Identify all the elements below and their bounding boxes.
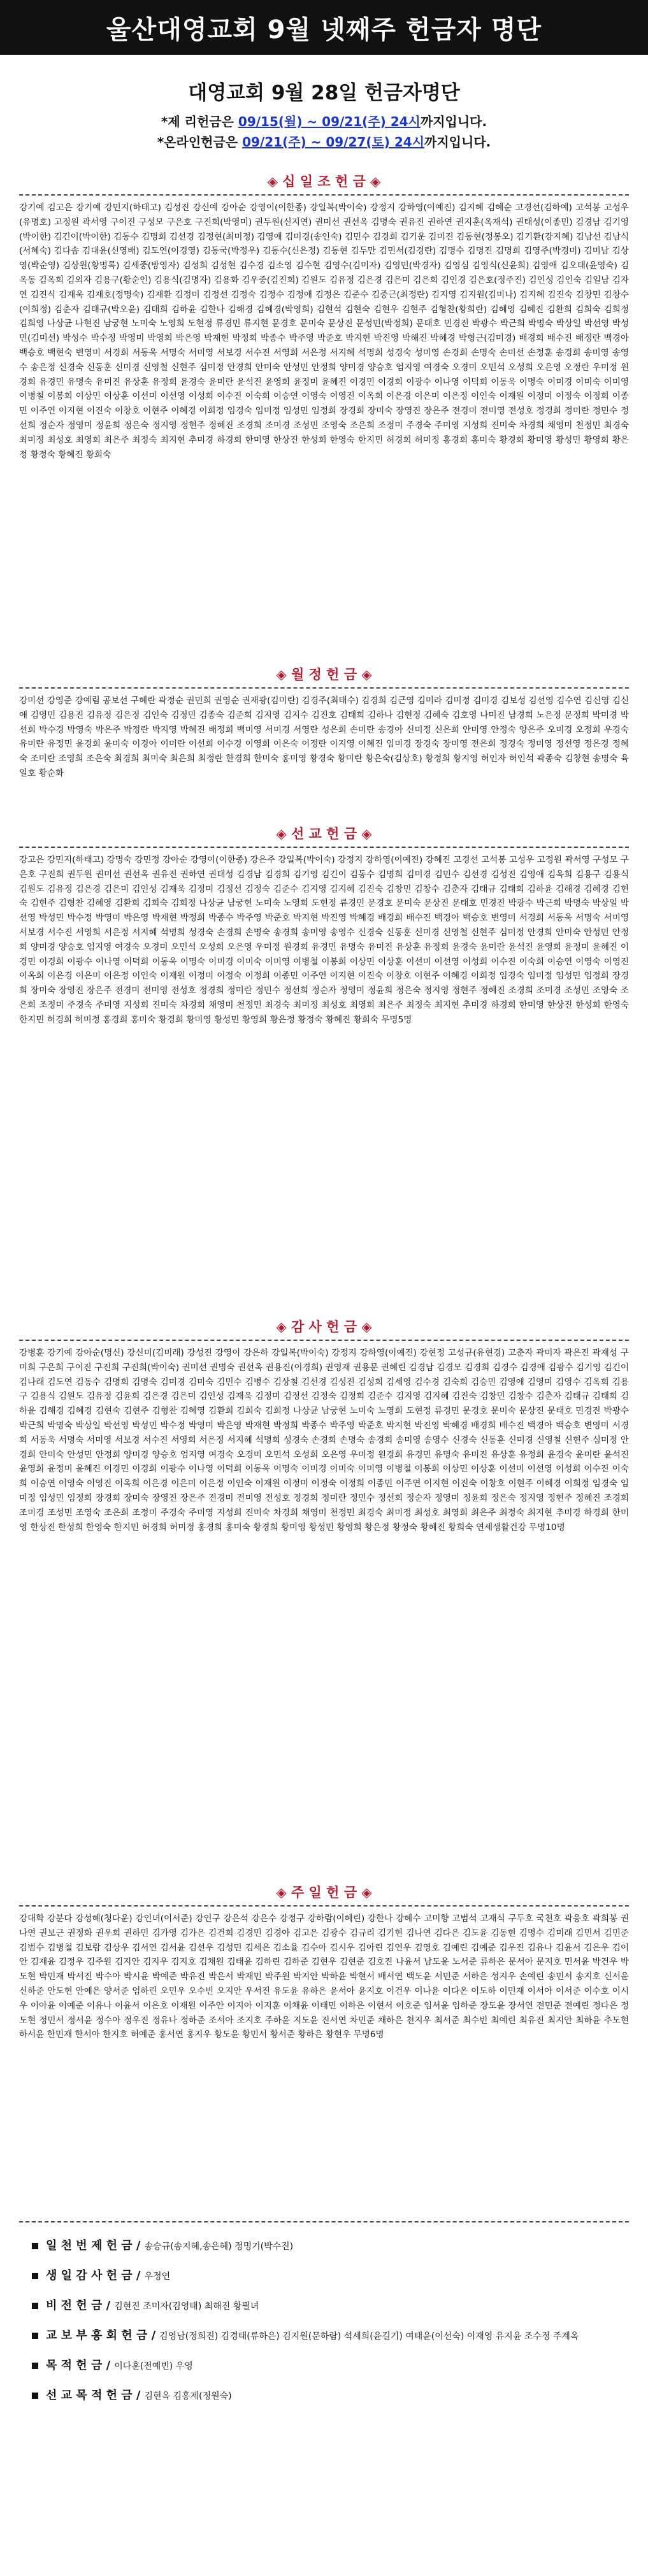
offering-row-vision: [32, 2296, 616, 2316]
section-monthly: [19, 662, 629, 815]
notice-suffix: 까지입니다.: [420, 114, 487, 129]
bullet-square-icon: [32, 2273, 38, 2279]
bullet-square-icon: [32, 2243, 38, 2249]
offering-row-birthday: [32, 2266, 616, 2286]
offering-label: 비 전 헌 금 /: [46, 2299, 111, 2312]
name-list: 강대학 강분다 강성혜(청다운) 강인녀(이서준) 강인구 강은석 강은수 강정구 강하람(이혜린) 강한나 강혜수 고미향 고범석 고재식 구두호 국천호 곽응호 곽희봉 권나연 권보근 권정화 권우희 권하민 김가영 김가은 김건희 김경민 김경아 김고은 김광수 김규리 김기현 김나연 김다은 김도윤 김동현 김명수 김미래 김민서 김민준 김범수 김병철 김보람 김상우 김서연 김서윤 김선우 김성민 김세은 김소율 김수아 김시우 김아린 김연우 김영호 김예린 김예준 김우진 김유나 김윤서 김은우 김이안 김재윤 김정우 김주원 김지안 김지우 김지호 김채원 김태윤 김하린 김하준 김현우 김현준 김호진 나윤서 남도윤 노서준 류하은 문서아 문지호 민서윤 박건우 박도현 박민재 박서진 박수아 박시윤 박예준 박유진 박은서 박재민 박주원 박지안 박하윤 박현서 배서연 백도윤 서민준 서하은 성지우 손예린 송민서 송지호 신서윤 신하준 안도현 안예은 양서준 엄하린 오민우 오수빈 오지안 우서진 유도윤 유하은 윤서아 윤지호 이건우 이나윤 이다온 이도하 이민재 이서아 이서준 이수호 이시우 이아윤 이예준 이유나 이윤서 이은호 이재원 이주안 이지아 이지훈 이채윤 이태민 이하은 이현서 이호준 임서윤 임하준 장도윤 장서연 전민준 전예린 정다은 정도현 정민서 정서윤 정수아 정우진 정유나 정하준 조서아 조지호 주하윤 지도윤 진서연 차민준 채하은 천지우 최서준 최수빈 최예린 최유진 최지안 최하윤 추도현 하서윤 한민재 한서아 한지호 허예준 홍서연 홍지우 황도윤 황민서 황서준 황하은 황현우 무명6명: [19, 1914, 629, 2040]
section-title: ◈ 감 사 헌 금 ◈: [276, 1319, 372, 1335]
special-offerings: [32, 2236, 616, 2406]
notice-prefix: *온라인헌금은: [157, 134, 243, 150]
bullet-square-icon: [32, 2393, 38, 2399]
section-mission: [19, 821, 629, 1308]
notice-suffix: 까지입니다.: [424, 134, 491, 150]
name-list: 강미선 강영준 강예림 공보선 구혜란 곽정순 권민희 권영순 권재광(김미란) 김경주(최태수) 김경희 김근영 김미라 김미정 김미경 김보성 김선영 김수연 김신영 김신애 김영민 김용진 김유정 김은정 김인숙 김정민 김종숙 김준희 김지영 김지수 김진호 김태희 김하나 김현정 김혜숙 김호영 나미진 남경희 노은정 문정희 박미경 박선희 박수경 박영숙 박은주 박정란 박지영 박혜진 배정희 백미영 서미경 서영란 성은희 손미란 송경아 신미정 신은희 안미영 안정숙 양은주 오미경 오정희 우경숙 유미란 유정민 윤경희 윤미숙 이경아 이미란 이선희 이수경 이영희 이은숙 이정란 이지영 이혜진 임미경 장경숙 장미영 전은희 정경숙 정미영 정선영 정은경 정혜숙 조미란 조영희 조은숙 최경희 최미숙 최은희 최정란 한경희 한미숙 홍미영 황경숙 황미란 황은숙(김상호) 황정희 황지영 허인자 허인석 곽종숙 김창현 송명숙 육일호 황순화: [19, 696, 629, 778]
section-divider: [19, 2221, 629, 2222]
offering-label: 목 적 헌 금 /: [46, 2359, 111, 2372]
notice-block: [0, 111, 648, 152]
section-title: ◈ 십 일 조 헌 금 ◈: [267, 174, 381, 189]
name-list: 강기예 김고은 강기예 강민지(하태고) 김성진 강신예 강아순 강영이(이한종) 강일복(박이숙) 강정지 강하영(이예진) 김지혜 김혜순 고경선(김하예) 고석봉 고성우(유명호) 고정원 곽서영 구이진 구성모 구은호 구진희(박영미) 권두원(신지연) 권미선 권선옥 김명숙 권유진 권하연 권지훈(옥재석) 권태성(이종민) 김경남 김기영(박이한) 김긴이(박이한) 김동수 김명희 김선경 김정현(최미정) 김영애 김미경(송인숙) 김민수 김경희 김기운 김미진 김동현(정봉오) 김기환(강지혜) 김남선 김남식(서혜숙) 김다솜 김대윤(신영배) 김도연(이경영) 김동국(박정우) 김동수(신은정) 김동현 김두만 김민서(김경란) 김명수 김명진 김명희 김영주(박경미) 김미남 김상영(박순영) 김상원(황명록) 김세중(방영자) 김성희 김성현 김수경 김소영 김수현 김영수(김미자) 김영민(박경자) 김영심 김영식(신윤희) 김영애 김오태(윤영숙) 김옥동 김옥희 김외자 김용구(황순인) 김용식(김명자) 김용화 김우중(김진희) 김원도 김유정 김은경 김은미 김은희 김인경 김은호(정주진) 김인성 김인숙 김일남 김자연 김진식 김재욱 김재호(정명숙) 김재환 김정미 김정선 김정숙 김정수 김정애 김정은 김준수 김중근(최정란) 김지영 김지원(김미나) 김지혜 김진숙 김창민 김창수(이희정) 김춘자 김태규(박오윤) 김태희 김하윤 김한나 김해경 김혜경(박영희) 김현석 김현숙 김현우 김현주 김형찬(황희란) 김혜영 김혜진 김환희 김희숙 김희정 김희영 나상균 나현진 남궁현 노미숙 노영희 도현정 류경민 류지현 문경호 문미숙 문상진 문성민(박정희) 문태호 민경진 박광수 박근희 박명숙 박상일 박선영 박성민(김미선) 박성수 박수정 박영미 박영희 박은영 박재현 박정희 박종수 박주영 박준호 박지현 박진영 박해진 박혜경 박형근(김미경) 배경희 배수진 배정란 백경아 백승호 백현숙 변영미 서경희 서동욱 서명숙 서미영 서보경 서수진 서영희 서은정 서지혜 석명희 성경숙 성미영 손경희 손명숙 손미선 손정훈 송경희 송미영 송영수 송은정 신경숙 신동훈 신미경 신영철 신현주 심미정 안경희 안미숙 안성민 안정희 양미경 양승호 엄지영 여경숙 오경미 오민석 오성희 오은영 오정란 우미정 원경희 유경민 유명숙 유미진 유상훈 유정희 윤경숙 윤미란 윤석진 윤영희 윤정미 윤혜진 이경민 이경희 이광수 이나영 이덕희 이동욱 이명숙 이미경 이미숙 이미영 이병철 이봉희 이상민 이상훈 이선미 이선영 이성희 이수진 이숙희 이승연 이영숙 이영진 이옥희 이은경 이은미 이은정 이인숙 이재원 이정미 이정숙 이정희 이종민 이주연 이지현 이진숙 이창호 이현주 이혜경 이희정 임경숙 임미정 임성민 임정희 장경희 장미숙 장영진 장은주 전경미 전미영 전성호 정경희 정미란 정민수 정선희 정순자 정영미 정윤희 정은숙 정지영 정현주 정혜진 조경희 조미경 조성민 조영숙 조은희 조정미 주경숙 주미영 지성희 진미숙 차경희 채영미 천정민 최경숙 최미정 최성호 최영희 최은주 최정숙 최지현 추미경 하경희 한미영 한상진 한성희 한영숙 한지민 허경희 허미정 홍경희 홍미숙 황경희 황미영 황성민 황영희 황은정 황정숙 황혜진 황희숙: [19, 203, 629, 460]
bullet-square-icon: [32, 2363, 38, 2369]
section-title: ◈ 선 교 헌 금 ◈: [276, 826, 372, 841]
offering-row-thousand: [32, 2236, 616, 2256]
offering-names: 우정연: [144, 2272, 171, 2282]
page-subtitle: 대영교회 9월 28일 헌금자명단: [188, 82, 460, 104]
banner-title: 울산대영교회 9월 넷째주 헌금자 명단: [0, 0, 648, 55]
section-thanksgiving: [19, 1314, 629, 1873]
notice-prefix: *제 리헌금은: [161, 114, 238, 129]
offering-row-purpose: [32, 2356, 616, 2376]
offering-label: 선 교 목 적 헌 금 /: [46, 2389, 141, 2402]
offering-names: 김영남(정희진) 김경태(류하은) 김지원(문하람) 석세희(윤길기) 여태윤(이선숙) 이재영 유지윤 조수정 주계옥: [159, 2331, 579, 2342]
offering-names: 이다훈(전예빈) 우영: [114, 2361, 193, 2372]
offering-names: 김현옥 김홍제(정원숙): [144, 2391, 232, 2401]
notice-online-period: [0, 132, 648, 152]
name-list: 강병훈 강기예 강아순(명신) 강신미(김미래) 강성진 강영이 강은하 강일복(박이숙) 강정지 강하영(이예진) 강현정 고성규(유현경) 고춘자 곽미자 곽은진 곽재성 구미희 구은희 구이진 구진희 구진희(박이숙) 권미선 권명숙 권선옥 권용진(이경희) 권영재 권용문 권혜린 김경남 김경모 김경희 김경수 김경애 김광수 김기영 김긴이 김나래 김도연 김동수 김명희 김명숙 김미경 김미숙 김민수 김병수 김상철 김선경 김성진 김성희 김세영 김수경 김숙희 김승민 김영애 김영미 김영수 김옥희 김용구 김용식 김원도 김유정 김윤희 김은경 김은미 김인성 김재욱 김정미 김정선 김정숙 김정희 김준수 김지영 김지혜 김진숙 김창민 김창수 김춘자 김태규 김태희 김하윤 김해경 김혜경 김현숙 김현주 김형찬 김혜영 김환희 김희숙 김희정 나상균 남궁현 노미숙 노영희 도현정 류경민 문경호 문미숙 문상진 문태호 민경진 박광수 박근희 박명숙 박상일 박선영 박성민 박수정 박영미 박은영 박재현 박정희 박종수 박주영 박준호 박지현 박진영 박혜경 배경희 배수진 백경아 백승호 변영미 서경희 서동욱 서명숙 서미영 서보경 서수진 서영희 서은정 서지혜 석명희 성경숙 손경희 손명숙 송경희 송미영 송영수 신경숙 신동훈 신미경 신영철 신현주 심미정 안경희 안미숙 안성민 안정희 양미경 양승호 엄지영 여경숙 오경미 오민석 오성희 오은영 우미정 원경희 유경민 유명숙 유미진 유상훈 유정희 윤경숙 윤미란 윤석진 윤영희 윤정미 윤혜진 이경민 이경희 이광수 이나영 이덕희 이동욱 이명숙 이미경 이미숙 이미영 이병철 이봉희 이상민 이상훈 이선미 이선영 이성희 이수진 이숙희 이승연 이영숙 이영진 이옥희 이은경 이은미 이은정 이인숙 이재원 이정미 이정숙 이정희 이종민 이주연 이지현 이진숙 이창호 이현주 이혜경 이희정 임경숙 임미정 임성민 임정희 장경희 장미숙 장영진 장은주 전경미 전미영 전성호 정경희 정미란 정민수 정선희 정순자 정영미 정윤희 정은숙 정지영 정현주 정혜진 조경희 조미경 조성민 조영숙 조은희 조정미 주경숙 주미영 지성희 진미숙 차경희 채영미 천정민 최경숙 최미정 최성호 최영희 최은주 최정숙 최지현 추미경 하경희 한미영 한상진 한성희 한영숙 한지민 허경희 허미정 홍경희 홍미숙 황경희 황미영 황성민 황영희 황은정 황정숙 황혜진 황희숙 연세생활건강 무명10명: [19, 1348, 629, 1533]
offering-label: 일 천 번 제 헌 금 /: [46, 2239, 141, 2252]
section-title: ◈ 주 일 헌 금 ◈: [276, 1885, 372, 1900]
name-list: 강고은 강민지(하태고) 강명숙 강민정 강아순 강영이(이한종) 강은주 강일복(박이숙) 강정지 강하영(이예진) 강혜진 고경선 고석봉 고성우 고정원 곽서영 구성모 구은호 구진희 권두원 권미선 권선옥 권유진 권하연 권태성 김경남 김경희 김기영 김긴이 김동수 김명희 김미경 김민수 김선경 김성진 김영애 김옥희 김용구 김용식 김원도 김유정 김은경 김은미 김인성 김재욱 김정미 김정선 김정숙 김준수 김지영 김지혜 김진숙 김창민 김창수 김춘자 김태규 김태희 김하윤 김해경 김혜경 김현숙 김현주 김형찬 김혜영 김환희 김희숙 김희정 나상균 남궁현 노미숙 노영희 도현정 류경민 문경호 문미숙 문상진 문태호 민경진 박광수 박근희 박명숙 박상일 박선영 박성민 박수정 박영미 박은영 박재현 박정희 박종수 박주영 박준호 박지현 박진영 박혜경 배경희 배수진 백경아 백승호 변영미 서경희 서동욱 서명숙 서미영 서보경 서수진 서영희 서은정 서지혜 석명희 성경숙 손경희 손명숙 송경희 송미영 송영수 신경숙 신동훈 신미경 신영철 신현주 심미정 안경희 안미숙 안성민 안정희 양미경 양승호 엄지영 여경숙 오경미 오민석 오성희 오은영 우미정 원경희 유경민 유명숙 유미진 유상훈 유정희 윤경숙 윤미란 윤석진 윤영희 윤정미 윤혜진 이경민 이경희 이광수 이나영 이덕희 이동욱 이명숙 이미경 이미숙 이미영 이병철 이봉희 이상민 이상훈 이선미 이선영 이성희 이수진 이숙희 이승연 이영숙 이영진 이옥희 이은경 이은미 이은정 이인숙 이재원 이정미 이정숙 이정희 이종민 이주연 이지현 이진숙 이창호 이현주 이혜경 이희정 임경숙 임미정 임성민 임정희 장경희 장미숙 장영진 장은주 전경미 전미영 전성호 정경희 정미란 정민수 정선희 정순자 정영미 정윤희 정은숙 정지영 정현주 정혜진 조경희 조미경 조성민 조영숙 조은희 조정미 주경숙 주미영 지성희 진미숙 차경희 채영미 천정민 최경숙 최미정 최성호 최영희 최은주 최정숙 최지현 추미경 하경희 한미영 한상진 한성희 한영숙 한지민 허경희 허미정 홍경희 홍미숙 황경희 황미영 황성민 황영희 황은정 황정숙 황혜진 황희숙 무명5명: [19, 855, 629, 1025]
offering-names: 송승규(송지혜,송은혜) 정명기(박수진): [144, 2242, 294, 2252]
section-tithe: [19, 169, 629, 655]
offering-label: 교 보 부 흥 회 헌 금 /: [46, 2329, 156, 2342]
notice-date-range: 09/15(월) ~ 09/21(주) 24시: [238, 114, 421, 129]
offering-names: 김현진 조미자(김영태) 최해진 황필녀: [114, 2301, 259, 2312]
section-sunday: [19, 1880, 629, 2222]
offering-label: 생 일 감 사 헌 금 /: [46, 2269, 141, 2282]
notice-date-range: 09/21(주) ~ 09/27(토) 24시: [242, 134, 425, 150]
section-title: ◈ 월 정 헌 금 ◈: [276, 667, 372, 682]
offering-row-mission-purpose: [32, 2386, 616, 2406]
notice-offering-period: [0, 111, 648, 132]
offering-row-revival: [32, 2326, 616, 2346]
bullet-square-icon: [32, 2303, 38, 2309]
bullet-square-icon: [32, 2333, 38, 2339]
